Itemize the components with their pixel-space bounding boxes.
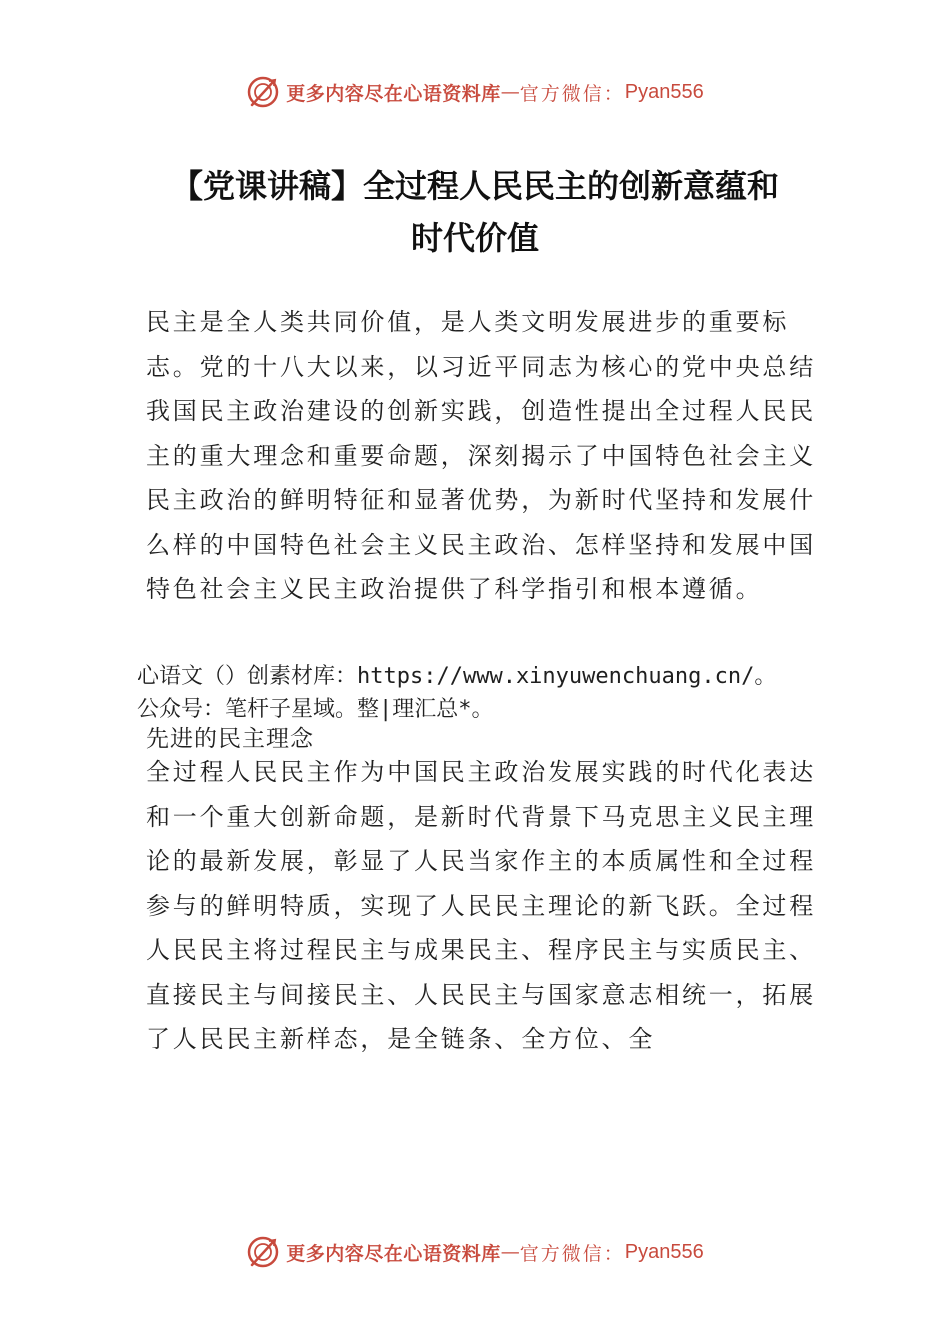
source-line-1: 心语文（）创素材库：https://www.xinyuwenchuang.cn/。	[137, 664, 777, 689]
page-title	[110, 160, 840, 264]
banner-text: 更多内容尽在心语资料库	[286, 1242, 501, 1265]
logo-icon	[246, 75, 280, 109]
banner-separator: —	[500, 1241, 520, 1263]
banner-wechat-id: Pyan556	[624, 80, 704, 103]
banner-separator: —	[500, 81, 520, 103]
header-banner	[0, 70, 950, 114]
banner-wechat-label: 官方微信：	[519, 1242, 625, 1265]
banner-wechat-label: 官方微信：	[519, 82, 625, 105]
title-line-2: 时代价值	[410, 219, 539, 257]
paragraph-body: 全过程人民民主作为中国民主政治发展实践的时代化表达和一个重大创新命题，是新时代背景下马克思主义民主理论的最新发展，彰显了人民当家作主的本质属性和全过程参与的鲜明特质，实现了人民民主理论的新飞跃。全过程人民民主将过程民主与成果民主、程序民主与实质民主、直接民主与间接民主、人民民主与国家意志相统一，拓展了人民民主新样态，是全链条、全方位、全	[146, 758, 816, 1053]
paragraph-intro: 民主是全人类共同价值，是人类文明发展进步的重要标志。党的十八大以来，以习近平同志为核心的党中央总结我国民主政治建设的创新实践，创造性提出全过程人民民主的重大理念和重要命题，深刻揭示了中国特色社会主义民主政治的鲜明特征和显著优势，为新时代坚持和发展什么样的中国特色社会主义民主政治、怎样坚持和发展中国特色社会主义民主政治提供了科学指引和根本遵循。	[146, 308, 816, 603]
banner-wechat-id: Pyan556	[624, 1240, 704, 1263]
logo-icon	[246, 1235, 280, 1269]
source-line-2: 公众号：笔杆子星域。整|理汇总*。	[137, 697, 494, 722]
source-note	[137, 660, 837, 726]
banner-text: 更多内容尽在心语资料库	[286, 82, 501, 105]
section-heading: 先进的民主理念	[146, 726, 314, 752]
title-line-1: 【党课讲稿】全过程人民民主的创新意蕴和	[170, 167, 779, 205]
footer-banner	[0, 1230, 950, 1274]
